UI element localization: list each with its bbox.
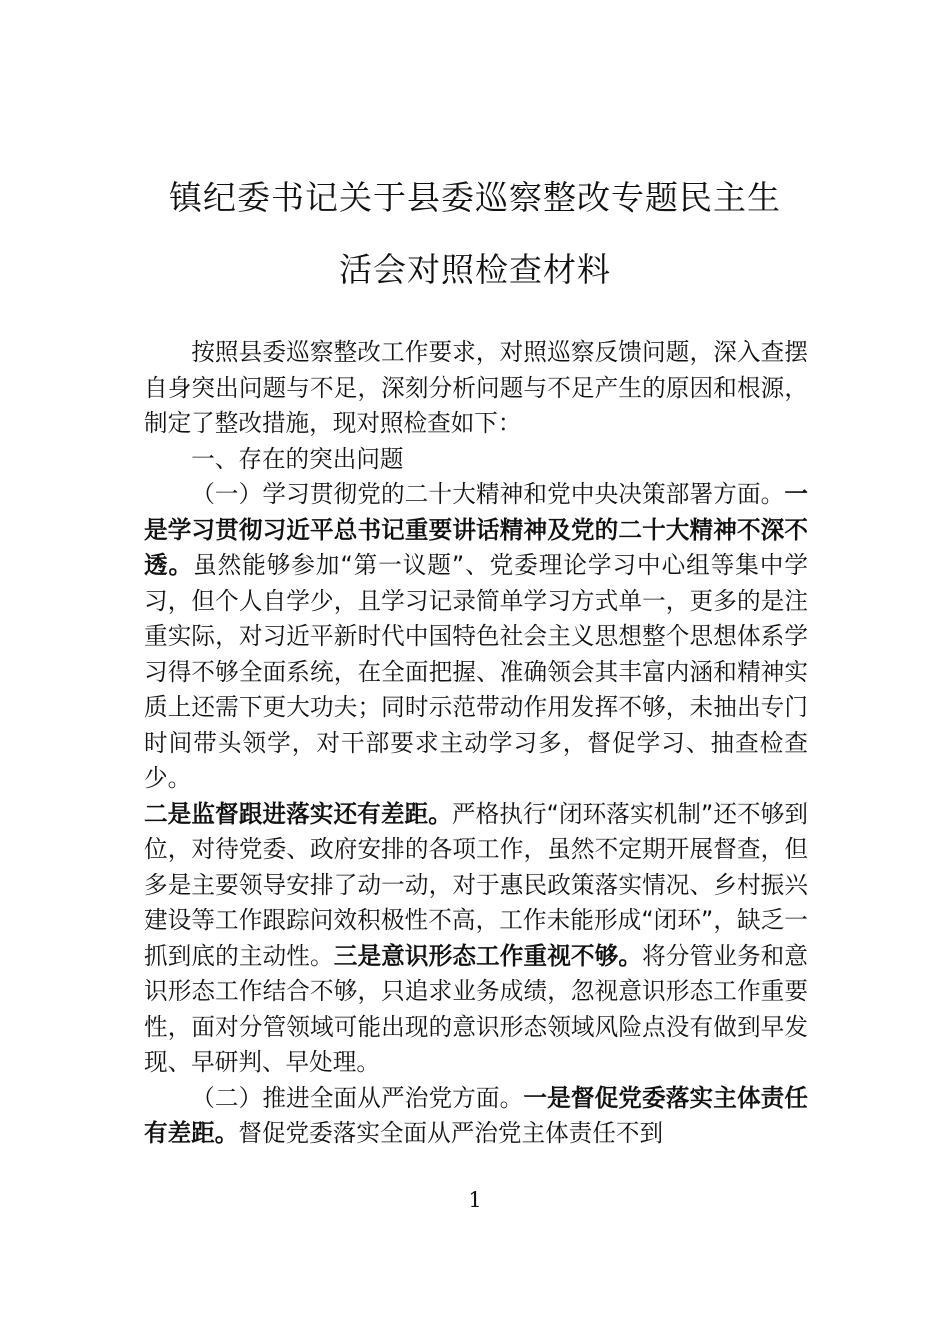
point-3-text: 将分管业务和意识形态工作结合不够，只追求业务成绩，忽视意识形态工作重要性，面对分管领域可能出现的意识形态领域风险点没有做到早发现、早研判、早处理。 [144, 941, 808, 1076]
point-3-title: 三是意识形态工作重视不够。 [333, 941, 643, 970]
section-heading: 一、存在的突出问题 [191, 444, 404, 473]
document-title-line-2: 活会对照检查材料 [339, 250, 611, 289]
document-title-line-1: 镇纪委书记关于县委巡察整改专题民主生 [169, 178, 781, 217]
subsection-1-heading: （一）学习贯彻党的二十大精神和党中央决策部署方面。 [191, 480, 785, 508]
point-2-title: 二是监督跟进落实还有差距。 [144, 799, 452, 828]
subsection-1-continued [144, 797, 808, 1081]
point-1-title: 一是学习贯彻习近平总书记重要讲话精神及党的二十大精神不深不透。 [144, 480, 808, 579]
subsection-2-heading: （二）推进全面从严治党方面。 [191, 1083, 524, 1112]
page-number: 1 [468, 1188, 482, 1212]
subsection-2-paragraph [144, 1081, 808, 1152]
point-2-text: 严格执行“闭环落实机制”还不够到位，对待党委、政府安排的各项工作，虽然不定期开展督查，但多是主要领导安排了动一动，对于惠民政策落实情况、乡村振兴建设等工作跟踪问效积极性不高，工作未能形成“闭环”，缺乏一抓到底的主动性。 [144, 799, 808, 970]
document-body [144, 335, 808, 1152]
intro-paragraph: 按照县委巡察整改工作要求，对照巡察反馈问题，深入查摆自身突出问题与不足，深刻分析问题与不足产生的原因和根源，制定了整改措施，现对照检查如下： [144, 338, 808, 437]
subsection-2-point-1-title: 一是督促党委落实主体责任有差距。 [144, 1083, 808, 1147]
subsection-1-paragraph [144, 477, 808, 797]
point-1-text: 虽然能够参加“第一议题”、党委理论学习中心组等集中学习，但个人自学少，且学习记录简单学习方式单一，更多的是注重实际，对习近平新时代中国特色社会主义思想整个思想体系学习得不够全面系统，在全面把握、准确领会其丰富内涵和精神实质上还需下更大功夫；同时示范带动作用发挥不够，未抽出专门时间带头领学，对干部要求主动学习多，督促学习、抽查检查少。 [144, 551, 808, 792]
subsection-2-point-1-text: 督促党委落实全面从严治党主体责任不到 [238, 1119, 664, 1147]
